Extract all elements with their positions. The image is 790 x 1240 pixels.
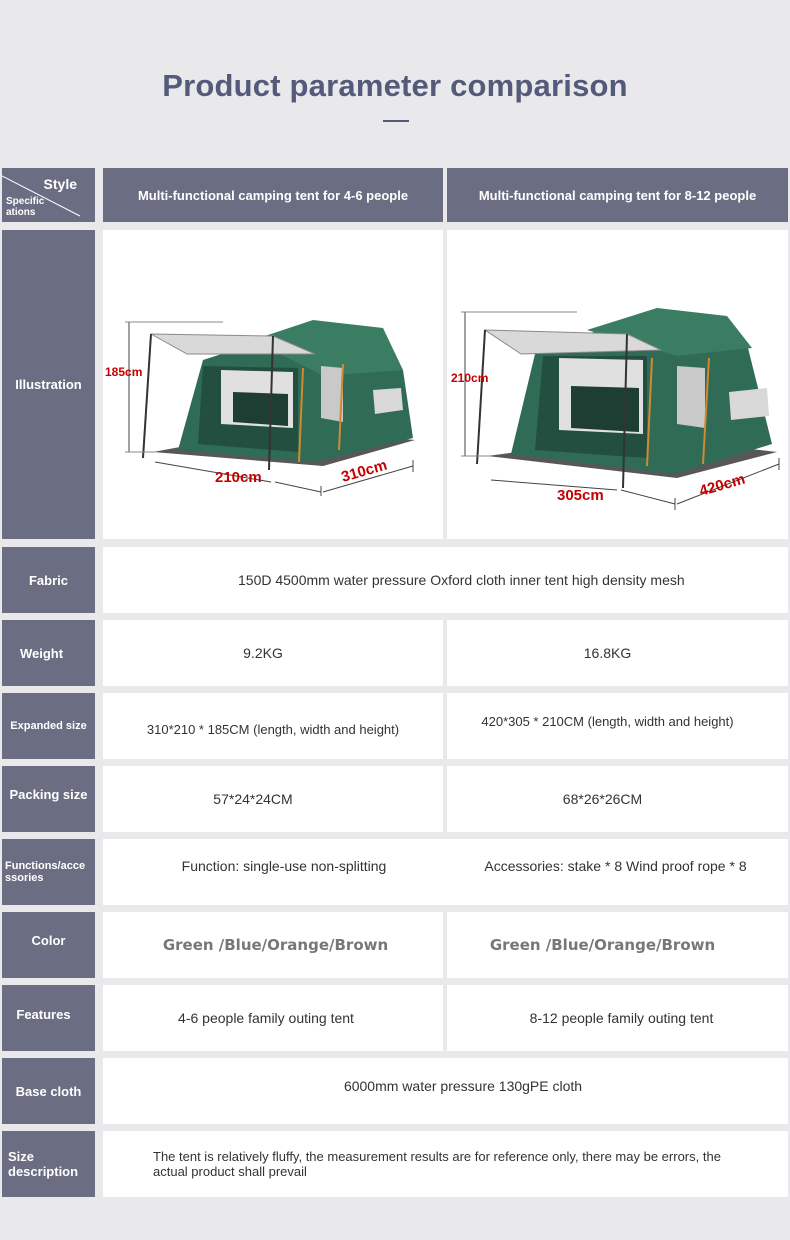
tent-8-12-dimensions (447, 230, 788, 539)
tent-8-12-width-label: 305cm (557, 487, 604, 504)
row-label-features: Features (2, 985, 95, 1051)
expanded-size-4-6: 310*210 * 185CM (length, width and height) (103, 693, 443, 759)
title-underline (383, 120, 409, 122)
header-col-8-12: Multi-functional camping tent for 8-12 people (447, 168, 788, 222)
color-4-6: Green /Blue/Orange/Brown (103, 912, 443, 978)
corner-style-label: Style (43, 176, 77, 192)
base-cloth-value: 6000mm water pressure 130gPE cloth (103, 1058, 788, 1124)
tent-8-12-depth-label: 420cm (697, 470, 748, 500)
weight-4-6: 9.2KG (103, 620, 443, 686)
header-col-4-6: Multi-functional camping tent for 4-6 people (103, 168, 443, 222)
accessories-8-12: Accessories: stake * 8 Wind proof rope * 8 (443, 839, 788, 905)
color-8-12: Green /Blue/Orange/Brown (447, 912, 788, 978)
features-4-6: 4-6 people family outing tent (103, 985, 443, 1051)
corner-spec-label: Specific ations (6, 196, 45, 218)
row-label-weight: Weight (2, 620, 95, 686)
row-label-packing-size: Packing size (2, 766, 95, 832)
tent-4-6-width-label: 210cm (215, 469, 262, 486)
page-title: Product parameter comparison (162, 68, 628, 103)
tent-4-6-height-label: 185cm (105, 365, 143, 379)
size-description-value: The tent is relatively fluffy, the measurement results are for reference only, there may be errors, the actual product shall prevail (103, 1131, 788, 1197)
row-label-base-cloth: Base cloth (2, 1058, 95, 1124)
tent-4-6-dimensions (103, 230, 443, 539)
tent-4-6-depth-label: 310cm (339, 456, 390, 486)
row-label-expanded-size: Expanded size (2, 693, 95, 759)
features-8-12: 8-12 people family outing tent (447, 985, 788, 1051)
illustration-tent-4-6 (103, 230, 443, 539)
tent-8-12-height-label: 210cm (451, 371, 489, 385)
row-label-size-description: Size description (2, 1131, 95, 1197)
fabric-value: 150D 4500mm water pressure Oxford cloth inner tent high density mesh (103, 547, 788, 613)
weight-8-12: 16.8KG (447, 620, 788, 686)
row-label-fabric: Fabric (2, 547, 95, 613)
functions-4-6: Function: single-use non-splitting (103, 839, 443, 905)
illustration-tent-8-12 (447, 230, 788, 539)
row-label-color: Color (2, 912, 95, 978)
header-corner-cell (2, 168, 95, 222)
row-label-functions: Functions/acce ssories (2, 839, 95, 905)
expanded-size-8-12: 420*305 * 210CM (length, width and height) (447, 693, 788, 759)
packing-size-4-6: 57*24*24CM (103, 766, 443, 832)
packing-size-8-12: 68*26*26CM (447, 766, 788, 832)
row-label-illustration: Illustration (2, 230, 95, 539)
